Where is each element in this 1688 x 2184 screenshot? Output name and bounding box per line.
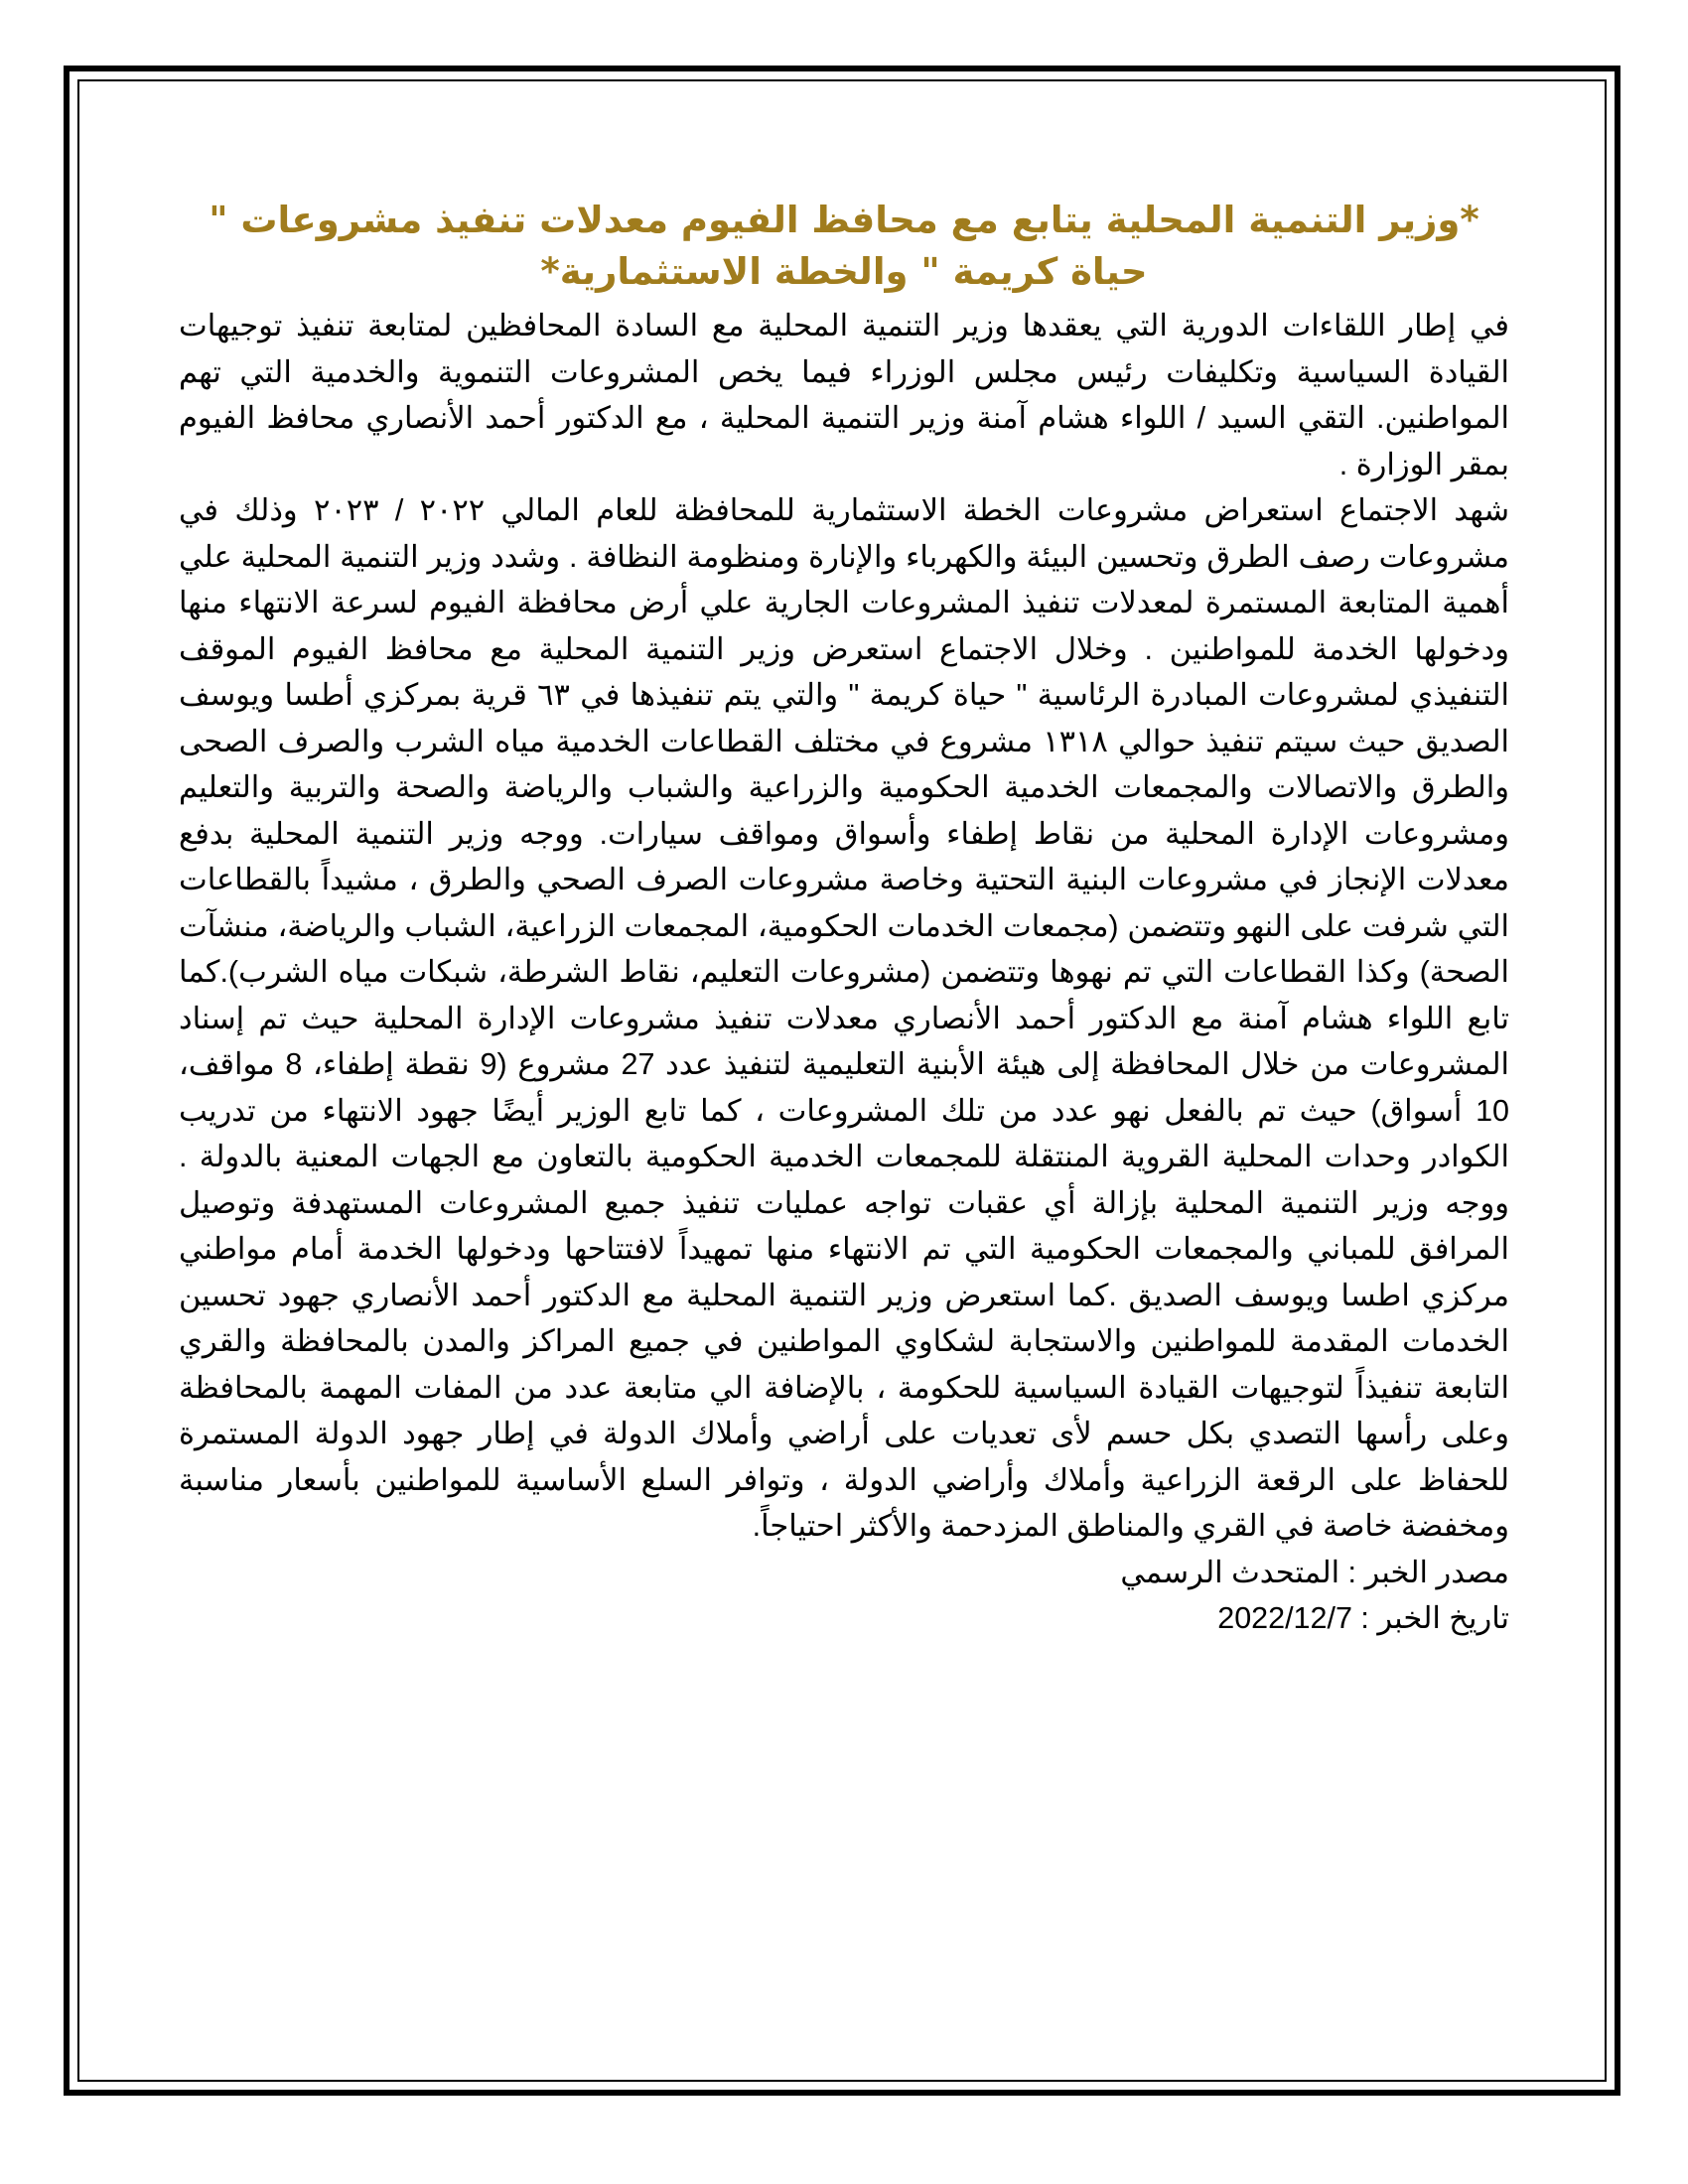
paragraph-intro: في إطار اللقاءات الدورية التي يعقدها وزير التنمية المحلية مع السادة المحافظين لمتابعة تنفيذ توجيهات القيادة السياسية وتكليفات رئيس مجلس الوزراء فيما يخص المشروعات التنموية والخدمية التي تهم المواطنين. التقي السيد / اللواء هشام آمنة وزير التنمية المحلية ، مع الدكتور أحمد الأنصاري محافظ الفيوم بمقر الوزارة . (179, 309, 1509, 481)
article-title: *وزير التنمية المحلية يتابع مع محافظ الفيوم معدلات تنفيذ مشروعات " حياة كريمة " والخطة الاستثمارية* (209, 199, 1479, 293)
paragraph-main: شهد الاجتماع استعراض مشروعات الخطة الاستثمارية للمحافظة للعام المالي ٢٠٢٢ / ٢٠٢٣ وذلك في مشروعات رصف الطرق وتحسين البيئة والكهرباء والإنارة ومنظومة النظافة . وشدد وزير التنمية المحلية علي أهمية المتابعة المستمرة لمعدلات تنفيذ المشروعات الجارية علي أرض محافظة الفيوم لسرعة الانتهاء منها ودخولها الخدمة للمواطنين . وخلال الاجتماع استعرض وزير التنمية المحلية مع محافظ الفيوم الموقف التنفيذي لمشروعات المبادرة الرئاسية " حياة كريمة " والتي يتم تنفيذها في ٦٣ قرية بمركزي أطسا ويوسف الصديق حيث سيتم تنفيذ حوالي ١٣١٨ مشروع في مختلف القطاعات الخدمية مياه الشرب والصرف الصحى والطرق والاتصالات والمجمعات الخدمية الحكومية والزراعية والشباب والرياضة والصحة والتربية والتعليم ومشروعات الإدارة المحلية من نقاط إطفاء وأسواق ومواقف سيارات. ووجه وزير التنمية المحلية بدفع معدلات الإنجاز في مشروعات البنية التحتية وخاصة مشروعات الصرف الصحي والطرق ، مشيداً بالقطاعات التي شرفت على النهو وتتضمن (مجمعات الخدمات الحكومية، المجمعات الزراعية، الشباب والرياضة، منشآت الصحة) وكذا القطاعات التي تم نهوها وتتضمن (مشروعات التعليم، نقاط الشرطة، شبكات مياه الشرب).كما تابع اللواء هشام آمنة مع الدكتور أحمد الأنصاري معدلات تنفيذ مشروعات الإدارة المحلية حيث تم إسناد المشروعات من خلال المحافظة إلى هيئة الأبنية التعليمية لتنفيذ عدد 27 مشروع (9 نقطة إطفاء، 8 مواقف، 10 أسواق) حيث تم بالفعل نهو عدد من تلك المشروعات ، كما تابع الوزير أيضًا جهود الانتهاء من تدريب الكوادر وحدات المحلية القروية المنتقلة للمجمعات الخدمية الحكومية بالتعاون مع الجهات المعنية بالدولة . ووجه وزير التنمية المحلية بإزالة أي عقبات تواجه عمليات تنفيذ جميع المشروعات المستهدفة وتوصيل المرافق للمباني والمجمعات الحكومية التي تم الانتهاء منها تمهيداً لافتتاحها ودخولها الخدمة أمام مواطني مركزي اطسا ويوسف الصديق .كما استعرض وزير التنمية المحلية مع الدكتور أحمد الأنصاري جهود تحسين الخدمات المقدمة للمواطنين والاستجابة لشكاوي المواطنين في جميع المراكز والمدن بالمحافظة والقري التابعة تنفيذاً لتوجيهات القيادة السياسية للحكومة ، بالإضافة الي متابعة عدد من المفات المهمة بالمحافظة وعلى رأسها التصدي بكل حسم لأى تعديات على أراضي وأملاك الدولة في إطار جهود الدولة المستمرة للحفاظ على الرقعة الزراعية وأملاك وأراضي الدولة ، وتوافر السلع الأساسية للمواطنين بأسعار مناسبة ومخفضة خاصة في القري والمناطق المزدحمة والأكثر احتياجاً. (179, 493, 1510, 1543)
news-source: مصدر الخبر : المتحدث الرسمي (1120, 1555, 1509, 1589)
news-date: تاريخ الخبر : 2022/12/7 (1217, 1601, 1509, 1635)
article-body (179, 303, 1509, 1642)
